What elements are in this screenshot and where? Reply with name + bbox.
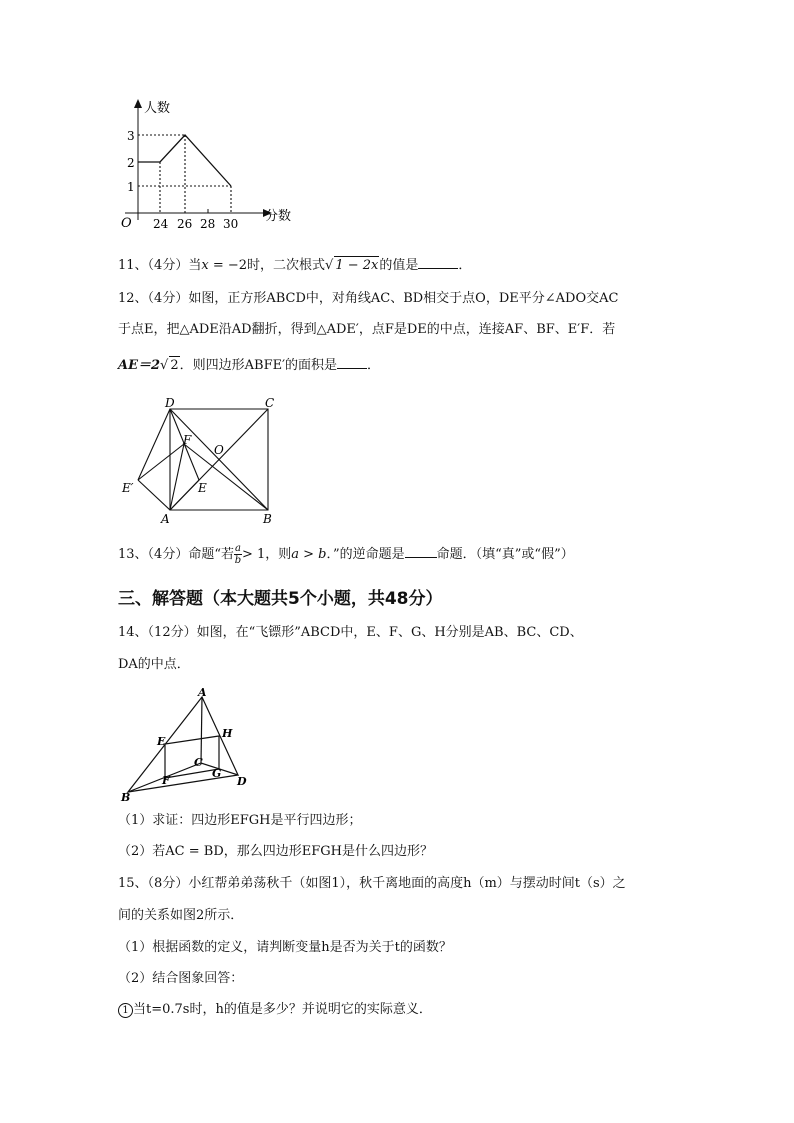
q11-text-a: 当 [188, 258, 202, 273]
label-e: E [198, 481, 207, 495]
q13-number: 13、（4分） [118, 547, 189, 562]
q13-answer-blank[interactable] [405, 544, 437, 558]
circled-number: 1 [118, 1003, 133, 1018]
origin-label: O [121, 216, 132, 231]
q11-radical: 1 − 2x [335, 258, 379, 273]
question-15-part2: （2）结合图象回答： [118, 971, 244, 986]
label-d: D [237, 775, 247, 788]
y-tick-1: 1 [127, 180, 135, 194]
label-c: C [265, 396, 275, 410]
question-12-line3: AE＝2√ 2．则四边形ABFE′的面积是 ． [118, 355, 380, 375]
square-figure [118, 392, 288, 532]
x-tick-30: 30 [223, 217, 239, 231]
parallelogram-efgh [165, 736, 222, 780]
y-axis-arrow [134, 99, 142, 108]
y-tick-3: 3 [127, 129, 135, 143]
question-15-line2: 间的关系如图2所示． [118, 908, 244, 923]
question-12-line2: 于点E，把△ADE沿AD翻折，得到△ADE′，点F是DE的中点，连接AF、BF、E′F．若 [118, 322, 616, 337]
q11-x-value: = −2 [208, 258, 248, 273]
question-15-line1: 15、（8分）小红帮弟弟荡秋千（如图1），秋千离地面的高度h（m）与摆动时间t（s）之 [118, 876, 626, 891]
q12-answer-blank[interactable] [337, 355, 367, 369]
question-13 [118, 542, 574, 568]
q13-fraction [234, 543, 242, 566]
y-axis-label: 人数 [144, 101, 171, 116]
question-15-part3 [118, 1001, 432, 1019]
x-axis-label: 分数 [265, 209, 292, 224]
dart-figure [118, 685, 258, 805]
q13-text-a: 命题“若 [188, 547, 234, 562]
q12-sqrt2: 2 [170, 358, 179, 373]
q15-part3-text: 当t=0.7s时，h的值是多少？并说明它的实际意义． [133, 1002, 432, 1017]
question-14-line2: DA的中点． [118, 657, 190, 672]
label-e: E [157, 735, 166, 748]
label-c: C [194, 756, 203, 769]
label-g: G [212, 767, 222, 780]
question-11: 11、（4分）当x = −2时，二次根式√ 1 − 2x的值是 ． [118, 255, 471, 275]
segment-de-prime [138, 409, 170, 480]
segment-ac [201, 697, 202, 763]
x-tick-26: 26 [177, 217, 193, 231]
q13-frac-num: a [234, 543, 241, 554]
q12-line3-rest: ．则四边形ABFE′的面积是 [179, 358, 338, 373]
q11-text-b: 时，二次根式 [247, 258, 326, 273]
score-count-graph [110, 95, 300, 235]
q12-end: ． [367, 358, 381, 373]
label-e-prime: E′ [122, 481, 134, 495]
q11-x-var: x [201, 258, 209, 273]
segment-bf [184, 444, 268, 510]
label-f: F [162, 774, 170, 787]
question-15-part1: （1）根据函数的定义，请判断变量h是否为关于t的函数？ [118, 940, 452, 955]
question-14-line1: 14、（12分）如图，在“飞镖形”ABCD中，E、F、G、H分别是AB、BC、CD、 [118, 625, 583, 640]
q13-text-b: > 1，则 [241, 547, 292, 562]
question-12-line1: 12、（4分）如图，正方形ABCD中，对角线AC、BD相交于点O，DE平分∠ADO交AC [118, 291, 619, 306]
x-tick-28: 28 [200, 217, 216, 231]
segment-ae [170, 480, 199, 510]
y-tick-2: 2 [127, 156, 135, 170]
label-b: B [263, 512, 272, 526]
q12-ae: AE＝2 [118, 358, 161, 373]
label-d: D [165, 396, 175, 410]
q11-text-c: 的值是 [379, 258, 419, 273]
q13-cond: a > b [291, 547, 327, 562]
q13-text-d: 命题．（填“真”或“假”） [436, 547, 574, 562]
label-a: A [198, 686, 207, 699]
q11-number: 11、（4分） [118, 258, 189, 273]
label-b: B [121, 791, 131, 804]
label-a: A [161, 512, 170, 526]
q13-text-c: ．”的逆命题是 [326, 547, 405, 562]
label-f: F [183, 433, 192, 447]
x-tick-24: 24 [153, 217, 169, 231]
question-14-part2: （2）若AC = BD，那么四边形EFGH是什么四边形？ [118, 844, 433, 859]
segment-bd [128, 775, 238, 792]
question-14-part1: （1）求证：四边形EFGH是平行四边形； [118, 813, 362, 828]
label-o: O [214, 443, 224, 457]
segment-ae-prime [138, 480, 170, 510]
section-3-title: 三、解答题（本大题共5个小题，共48分） [118, 589, 443, 609]
label-h: H [222, 727, 233, 740]
q13-frac-den: b [234, 555, 242, 566]
q11-end: ． [458, 258, 472, 273]
q11-answer-blank[interactable] [418, 255, 458, 269]
